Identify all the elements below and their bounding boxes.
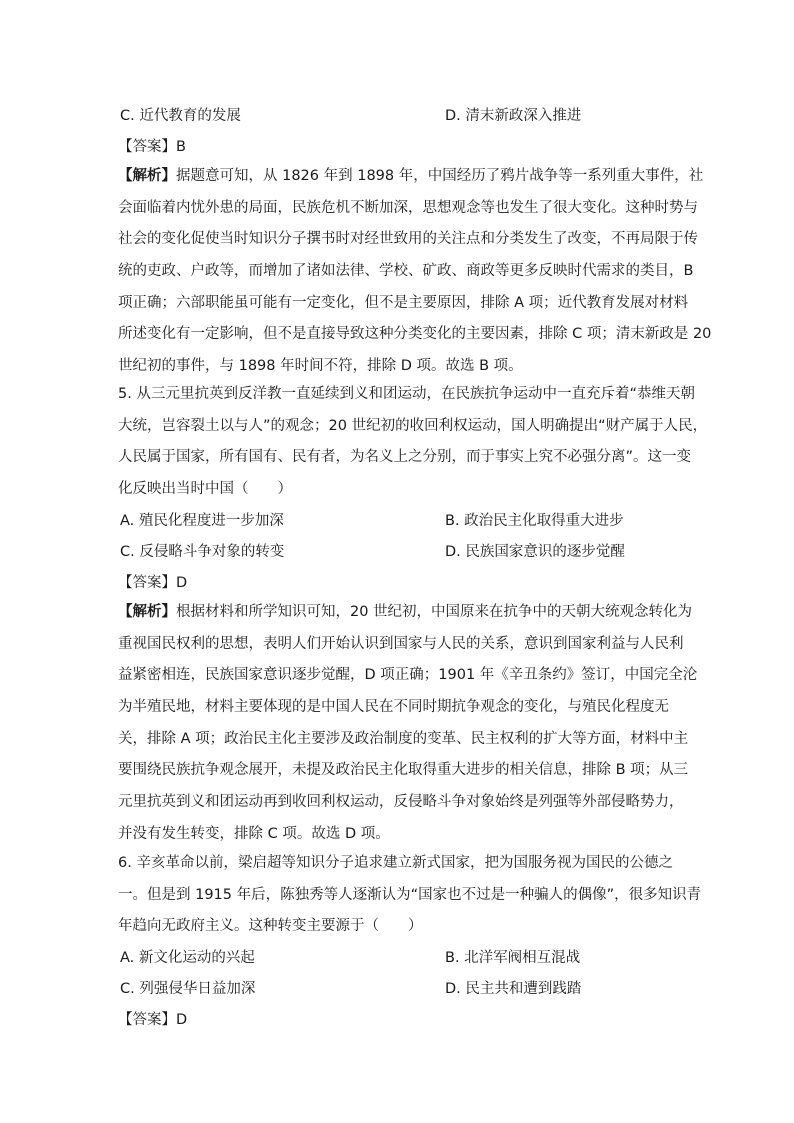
option-b: B. 北洋军阀相互混战 xyxy=(445,950,581,966)
analysis-line: 关，排除 A 项；政治民主化主要涉及政治制度的变革、民主权利的扩大等方面，材料中主 xyxy=(118,730,689,747)
question-6 xyxy=(118,851,718,946)
options-row-ab-q5 xyxy=(120,509,740,533)
analysis-line: 社会的变化促使当时知识分子撰书时对经世致用的关注点和分类发生了改变，不再局限于传 xyxy=(118,231,698,248)
analysis-line: 重视国民权利的思想，表明人们开始认识到国家与人民的关系，意识到国家利益与人民利 xyxy=(118,635,684,652)
option-c: C. 列强侵华日益加深 xyxy=(120,981,256,997)
question-line: 一。但是到 1915 年后，陈独秀等人逐渐认为“国家也不过是一种骗人的偶像”，很多知识青 xyxy=(118,886,702,903)
option-c: C. 反侵略斗争对象的转变 xyxy=(120,544,285,560)
analysis-line: 元里抗英到义和团运动再到收回利权运动，反侵略斗争对象始终是列强等外部侵略势力， xyxy=(118,794,684,811)
option-b: B. 政治民主化取得重大进步 xyxy=(445,513,624,529)
answer-q5: 【答案】D xyxy=(118,575,188,591)
question-line: 年趋向无政府主义。这种转变主要源于（ ） xyxy=(118,918,423,935)
option-d: D. 清末新政深入推进 xyxy=(445,108,582,124)
analysis-line: 据题意可知，从 1826 年到 1898 年，中国经历了鸦片战争等一系列重大事件，社 xyxy=(176,168,704,184)
question-line: 大统，岂容裂土以与人”的观念；20 世纪初的收回利权运动，国人明确提出“财产属于人民， xyxy=(118,417,708,434)
option-d: D. 民主共和遭到践踏 xyxy=(445,981,582,997)
answer-q6: 【答案】D xyxy=(118,1012,188,1028)
options-row-cd-q6 xyxy=(120,977,740,1001)
answer-q4: 【答案】B xyxy=(118,139,186,155)
analysis-tag: 【解析】 xyxy=(118,604,176,620)
analysis-q4 xyxy=(118,164,718,386)
options-row-cd-q4 xyxy=(120,104,740,128)
analysis-line: 并没有发生转变，排除 C 项。故选 D 项。 xyxy=(118,825,390,842)
options-row-ab-q6 xyxy=(120,946,740,970)
option-c: C. 近代教育的发展 xyxy=(120,108,241,124)
question-line: 6. 辛亥革命以前，梁启超等知识分子追求建立新式国家，把为国服务视为国民的公德之 xyxy=(118,855,673,871)
analysis-line: 所述变化有一定影响，但不是直接导致这种分类变化的主要因素，排除 C 项；清末新政是 20 xyxy=(118,326,712,343)
analysis-line: 世纪初的事件，与 1898 年时间不符，排除 D 项。故选 B 项。 xyxy=(118,358,523,375)
analysis-line: 要围绕民族抗争观念展开，未提及政治民主化取得重大进步的相关信息，排除 B 项；从三 xyxy=(118,762,689,779)
analysis-line: 会面临着内忧外患的局面，民族危机不断加深，思想观念等也发生了很大变化。这种时势与 xyxy=(118,199,698,216)
analysis-line: 为半殖民地，材料主要体现的是中国人民在不同时期抗争观念的变化，与殖民化程度无 xyxy=(118,699,669,716)
analysis-line: 项正确；六部职能虽可能有一定变化，但不是主要原因，排除 A 项；近代教育发展对材料 xyxy=(118,294,689,311)
analysis-line: 根据材料和所学知识可知，20 世纪初，中国原来在抗争中的天朝大统观念转化为 xyxy=(176,604,693,620)
question-5 xyxy=(118,382,718,509)
analysis-line: 益紧密相连，民族国家意识逐步觉醒，D 项正确；1901 年《辛丑条约》签订，中国完全沦 xyxy=(118,667,698,684)
question-line: 化反映出当时中国（ ） xyxy=(118,481,292,498)
option-d: D. 民族国家意识的逐步觉醒 xyxy=(445,544,625,560)
options-row-cd-q5 xyxy=(120,540,740,564)
analysis-tag: 【解析】 xyxy=(118,168,176,184)
option-a: A. 新文化运动的兴起 xyxy=(120,950,255,966)
analysis-q5 xyxy=(118,600,718,854)
analysis-line: 统的吏政、户政等，而增加了诸如法律、学校、矿政、商政等更多反映时代需求的类目，B xyxy=(118,263,694,280)
question-line: 人民属于国家，所有国有、民有者，为名义上之分别，而于事实上究不必强分离”。这一变 xyxy=(118,449,692,466)
question-line: 5. 从三元里抗英到反洋教一直延续到义和团运动，在民族抗争运动中一直充斥着“恭维天朝 xyxy=(118,386,695,402)
option-a: A. 殖民化程度进一步加深 xyxy=(120,513,284,529)
